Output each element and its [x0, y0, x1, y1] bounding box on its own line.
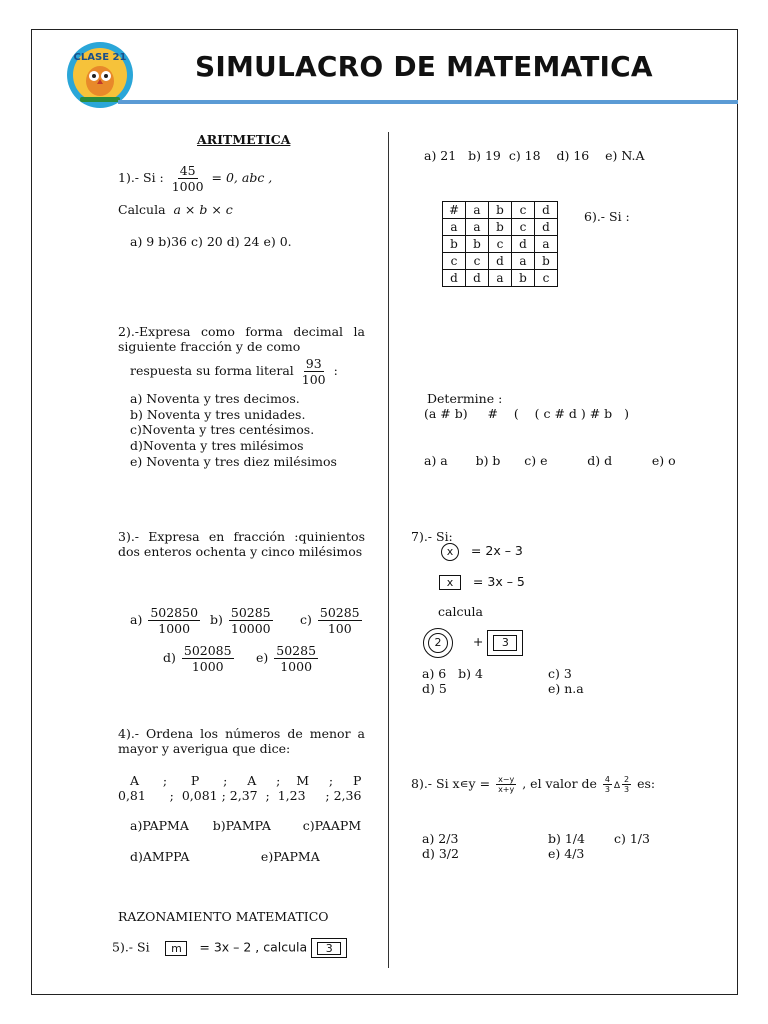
- fraction-45-1000: $\frac{45}{1000}$: [171, 163, 204, 194]
- header-divider: [118, 100, 738, 104]
- question-2: 2).-Expresa como forma decimal la siguiente fracción y de como: [118, 324, 365, 354]
- question-2-literal: respuesta su forma literal $\frac{93}{100}$ :: [130, 356, 338, 387]
- question-4-options-1: a)PAPMA b)PAMPA c)PAAPM: [130, 818, 362, 833]
- question-7-option-e: e) n.a: [548, 681, 584, 696]
- question-2-option-c: c)Noventa y tres centésimos.: [130, 422, 315, 437]
- question-6-options: a) a b) b c) e d) d e) o: [424, 453, 676, 468]
- page-title: SIMULACRO DE MATEMATICA: [195, 50, 653, 83]
- question-7-calcula: calcula: [438, 604, 483, 619]
- question-8-option-c: c) 1/3: [614, 831, 650, 846]
- question-8-option-b: b) 1/4: [548, 831, 585, 846]
- section-aritmetica: ARITMETICA: [197, 132, 291, 147]
- question-6-determine: Determine :: [427, 391, 503, 406]
- question-8-option-d: d) 3/2: [422, 846, 459, 861]
- question-8-option-a: a) 2/3: [422, 831, 459, 846]
- question-3: 3).- Expresa en fracción :quinientos dos enteros ochenta y cinco milésimos: [118, 529, 365, 559]
- question-7-option-d: d) 5: [422, 681, 447, 696]
- question-2-option-a: a) Noventa y tres decimos.: [130, 391, 300, 406]
- square-m-box: m: [165, 941, 187, 956]
- double-square-box: 3: [311, 938, 347, 958]
- question-6-label: 6).- Si :: [584, 209, 630, 224]
- question-2-option-b: b) Noventa y tres unidades.: [130, 407, 306, 422]
- question-7-square-def: x = 3x – 5: [439, 574, 525, 590]
- question-3-option-d: d) $\frac{502085}{1000}$: [163, 643, 232, 674]
- question-2-option-e: e) Noventa y tres diez milésimos: [130, 454, 337, 469]
- column-divider: [388, 132, 389, 968]
- question-3-option-e: e) $\frac{50285}{1000}$: [256, 643, 317, 674]
- question-3-option-a: a) $\frac{502850}{1000}$: [130, 605, 199, 636]
- question-3-option-b: b) $\frac{50285}{10000}$: [210, 605, 271, 636]
- question-4-options-2: d)AMPPA e)PAPMA: [130, 849, 320, 864]
- circle-x-symbol: x: [441, 543, 459, 561]
- fraction-93-100: $\frac{93}{100}$: [301, 356, 326, 387]
- square-x-symbol: x: [439, 575, 461, 590]
- question-7-expression: 2 + 3: [423, 627, 523, 658]
- question-7-circle-def: x = 2x – 3: [441, 543, 523, 561]
- question-8-option-e: e) 4/3: [548, 846, 585, 861]
- question-7-option-ab: a) 6 b) 4: [422, 666, 483, 681]
- double-square-symbol: 3: [487, 630, 523, 656]
- question-1-calc: Calcula a × b × c: [118, 202, 233, 217]
- double-circle-symbol: 2: [423, 628, 453, 658]
- operation-table: # a b c d a a b c d b b c d a c c d a b d d a b c: [442, 201, 558, 287]
- question-4-numbers: 0,81 ; 0,081 ; 2,37 ; 1,23 ; 2,36: [118, 788, 362, 803]
- question-2-option-d: d)Noventa y tres milésimos: [130, 438, 304, 453]
- question-3-option-c: c) $\frac{50285}{100}$: [300, 605, 360, 636]
- question-7-label: 7).- Si:: [411, 529, 453, 544]
- question-8: 8).- Si x∊y = $\frac{x-y}{x+y}$ , el valor de $\frac{4}{3}$ ∆ $\frac{2}{3}$ es:: [411, 775, 656, 794]
- clase21-logo: [66, 41, 134, 109]
- question-1: 1).- Si : $\frac{45}{1000}$ = 0, abc ,: [118, 163, 273, 194]
- question-4-letters: A ; P ; A ; M ; P: [130, 773, 362, 788]
- question-5: 5).- Si m = 3x – 2 , calcula 3: [112, 938, 347, 958]
- logo-text: CLASE 21: [73, 52, 127, 63]
- question-4: 4).- Ordena los números de menor a mayor y averigua que dice:: [118, 726, 365, 756]
- question-6-expression: (a # b) # ( ( c # d ) # b ): [424, 406, 629, 421]
- section-razonamiento: RAZONAMIENTO MATEMATICO: [118, 909, 329, 924]
- question-7-option-c: c) 3: [548, 666, 572, 681]
- question-1-options: a) 9 b)36 c) 20 d) 24 e) 0.: [130, 234, 292, 249]
- question-5-options: a) 21 b) 19 c) 18 d) 16 e) N.A: [424, 148, 645, 163]
